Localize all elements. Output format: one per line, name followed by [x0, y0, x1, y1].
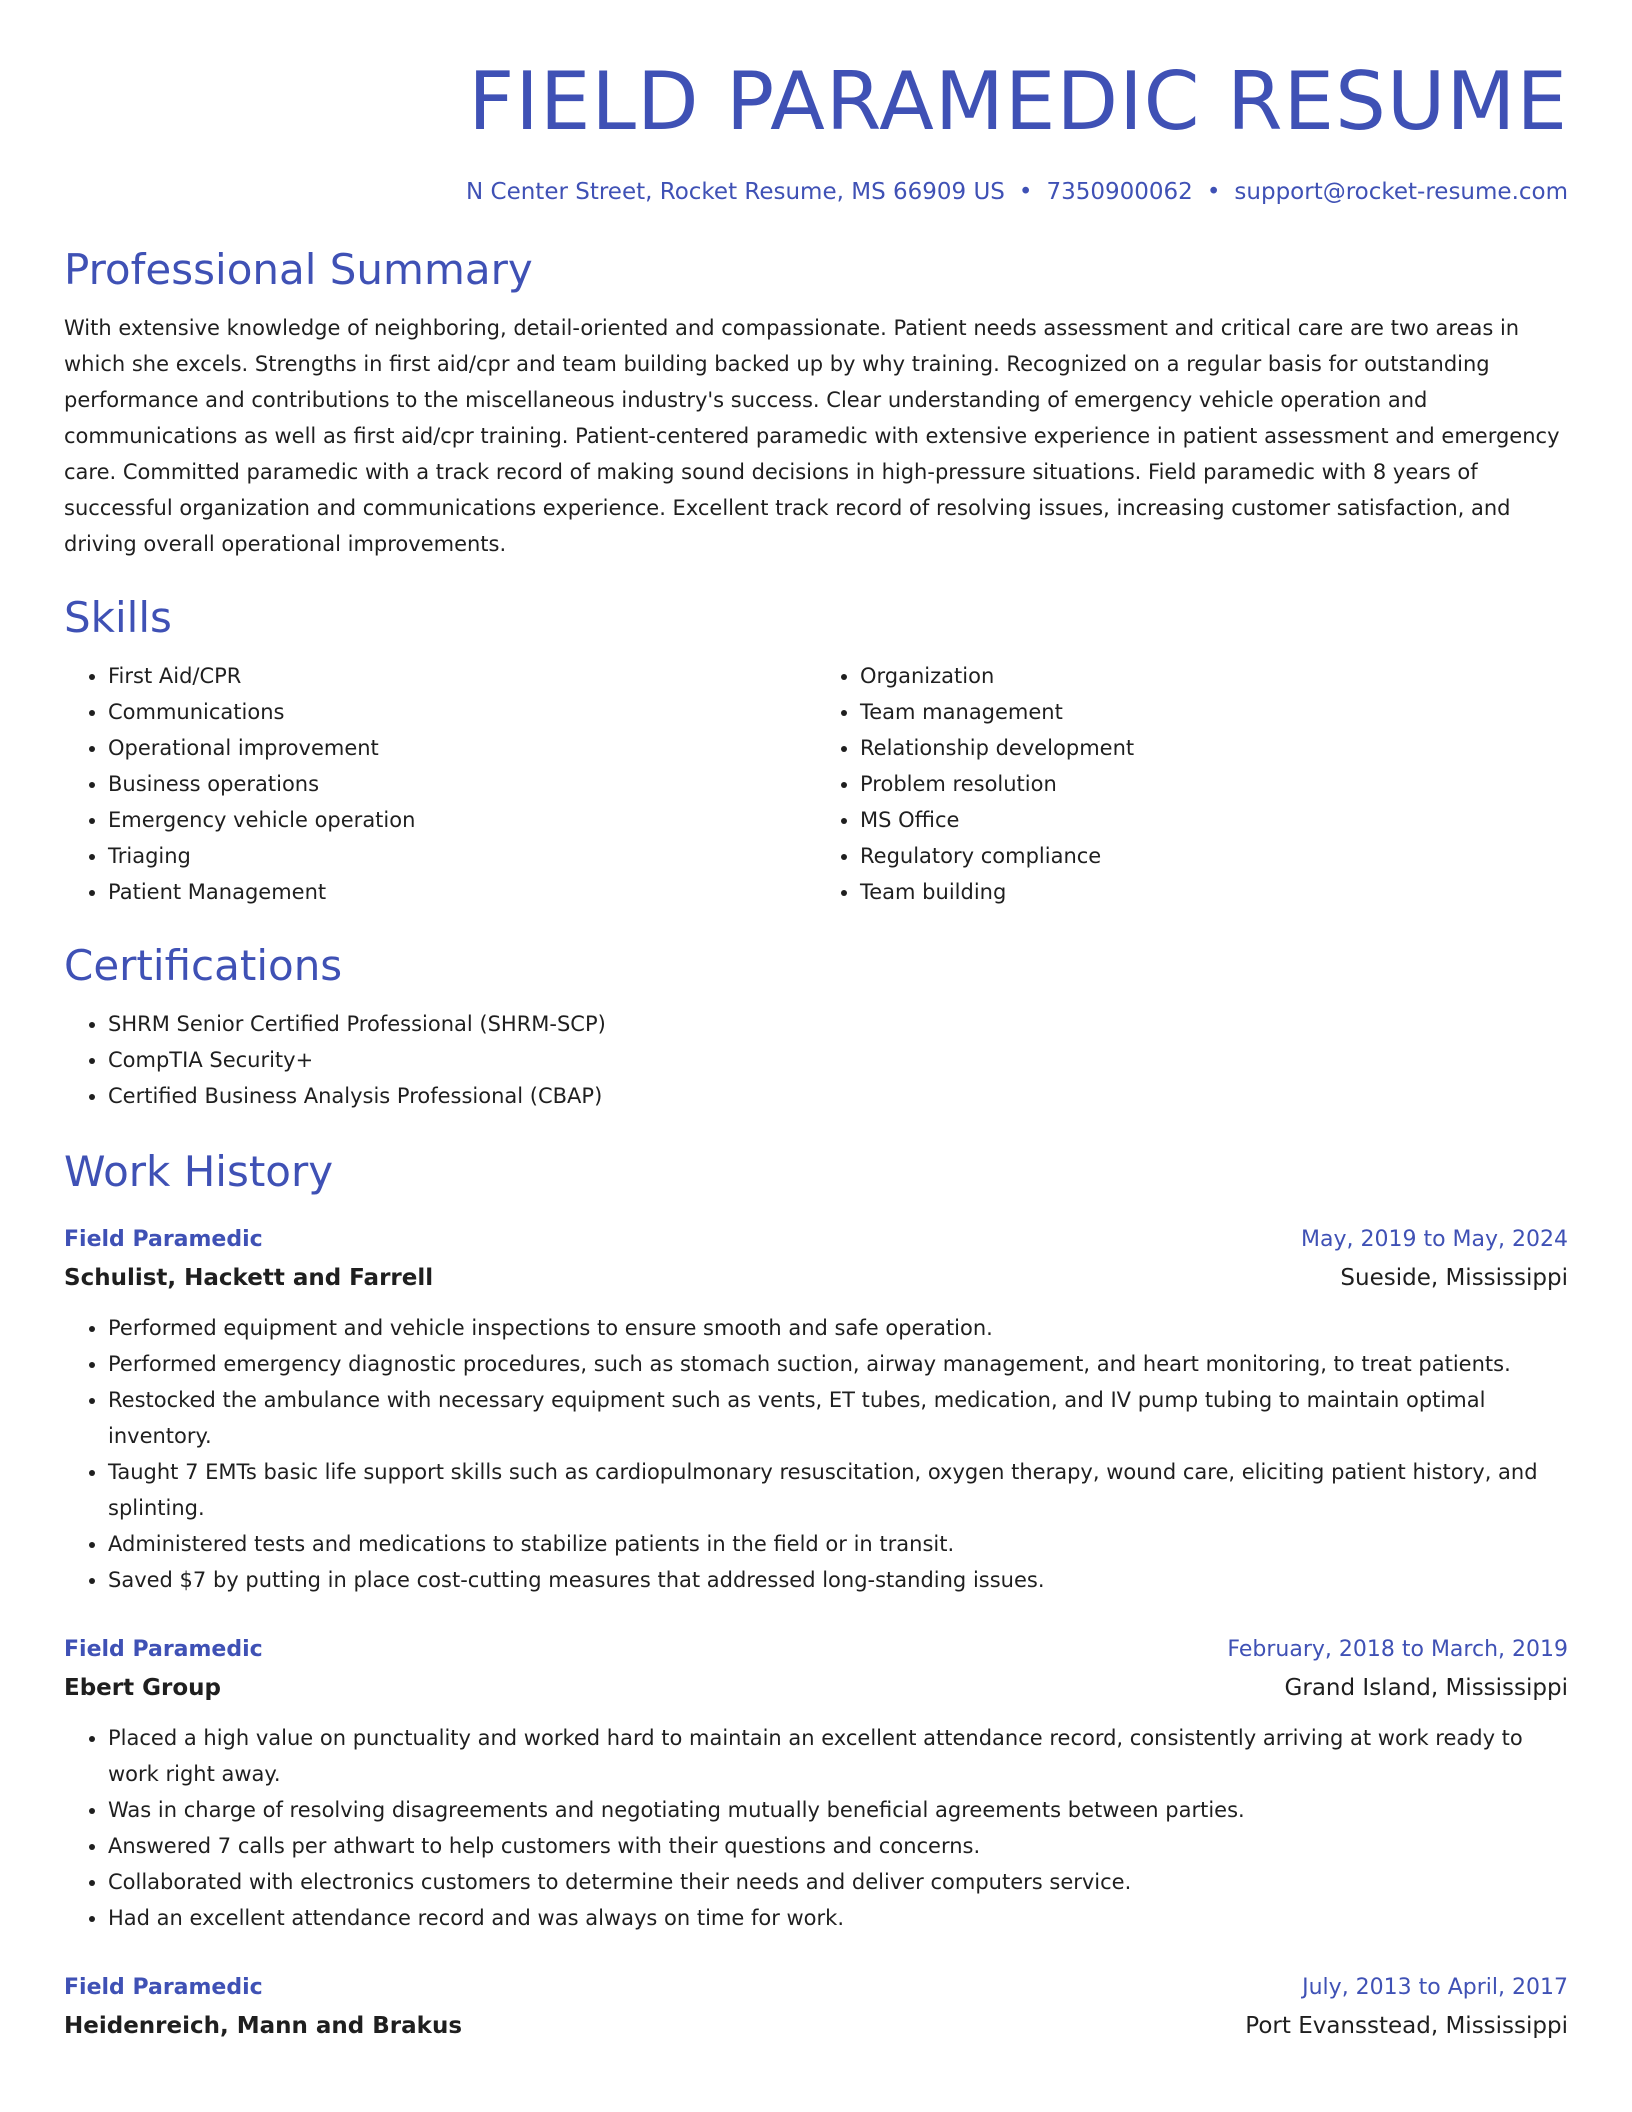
contact-line [64, 176, 1568, 208]
job-dates: July, 2013 to April, 2017 [1302, 1975, 1568, 2000]
job-company-row [64, 1668, 1568, 1708]
skills-columns [64, 658, 1568, 910]
skills-section [64, 590, 1568, 910]
job-title: Field Paramedic [64, 1227, 263, 1252]
skills-heading: Skills [64, 593, 172, 642]
summary-section [64, 242, 1568, 562]
job-bullets [64, 1720, 1568, 1936]
job-bullet: • Taught 7 EMTs basic life support skills such as cardiopulmonary resuscitation, oxygen therapy, wound care, eliciting patient history, and splinting. [108, 1454, 1568, 1526]
certifications-heading: Certifications [64, 941, 343, 990]
job-entry [64, 1970, 1568, 2046]
certification-item: • SHRM Senior Certified Professional (SHRM-SCP) [108, 1006, 1568, 1042]
job-company-row [64, 2006, 1568, 2046]
skill-item: • Communications [108, 694, 816, 730]
job-company: Heidenreich, Mann and Brakus [64, 2013, 463, 2039]
job-bullet: • Performed emergency diagnostic procedures, such as stomach suction, airway management, and heart monitoring, to treat patients. [108, 1346, 1568, 1382]
job-bullet: • Was in charge of resolving disagreements and negotiating mutually beneficial agreements between parties. [108, 1792, 1568, 1828]
contact-separator: • [1018, 179, 1033, 205]
job-header-row [64, 1632, 1568, 1668]
skill-item: • Regulatory compliance [860, 838, 1568, 874]
skills-list-right [816, 658, 1568, 910]
job-bullet: • Restocked the ambulance with necessary equipment such as vents, ET tubes, medication, and IV pump tubing to maintain optimal inventory. [108, 1382, 1568, 1454]
job-location: Sueside, Mississippi [1340, 1265, 1568, 1291]
summary-text: With extensive knowledge of neighboring, detail-oriented and compassionate. Patient needs assessment and critical care are two areas in which she excels. Strengths in first aid/cpr and team building backed up by why training. Recognized on a regular basis for outstanding performance and contributions to the miscellaneous industry's success. Clear understanding of emergency vehicle operation and communications as well as first aid/cpr training. Patient-centered paramedic with extensive experience in patient assessment and emergency care. Committed paramedic with a track record of making sound decisions in high-pressure situations. Field paramedic with 8 years of successful organization and communications experience. Excellent track record of resolving issues, increasing customer satisfaction, and driving overall operational improvements. [64, 316, 1560, 556]
skill-item: • First Aid/CPR [108, 658, 816, 694]
job-entry [64, 1632, 1568, 1936]
skill-item: • Organization [860, 658, 1568, 694]
job-title: Field Paramedic [64, 1975, 263, 2000]
work-history-heading: Work History [64, 1147, 334, 1196]
resume-title: FIELD PARAMEDIC RESUME [468, 55, 1568, 148]
skill-item: • Problem resolution [860, 766, 1568, 802]
job-bullet: • Had an excellent attendance record and was always on time for work. [108, 1900, 1568, 1936]
job-title: Field Paramedic [64, 1637, 263, 1662]
job-dates: February, 2018 to March, 2019 [1227, 1637, 1568, 1662]
skill-item: • Triaging [108, 838, 816, 874]
job-company-row [64, 1258, 1568, 1298]
certifications-section [64, 938, 1568, 1114]
job-header-row [64, 1970, 1568, 2006]
job-entry [64, 1222, 1568, 1598]
work-history-section [64, 1144, 1568, 2046]
job-bullet: • Answered 7 calls per athwart to help customers with their questions and concerns. [108, 1828, 1568, 1864]
skill-item: • Operational improvement [108, 730, 816, 766]
job-location: Port Evansstead, Mississippi [1245, 2013, 1568, 2039]
contact-phone: 7350900062 [1046, 179, 1193, 205]
job-bullet: • Placed a high value on punctuality and worked hard to maintain an excellent attendance record, consistently arriving at work ready to work right away. [108, 1720, 1568, 1792]
job-dates: May, 2019 to May, 2024 [1301, 1227, 1568, 1252]
job-bullet: • Saved $7 by putting in place cost-cutting measures that addressed long-standing issues. [108, 1562, 1568, 1598]
skill-item: • Patient Management [108, 874, 816, 910]
certification-item: • Certified Business Analysis Professional (CBAP) [108, 1078, 1568, 1114]
summary-heading: Professional Summary [64, 245, 533, 294]
job-bullets [64, 1310, 1568, 1598]
job-company: Schulist, Hackett and Farrell [64, 1265, 434, 1291]
skill-item: • Team management [860, 694, 1568, 730]
skill-item: • Relationship development [860, 730, 1568, 766]
job-company: Ebert Group [64, 1675, 221, 1701]
job-bullet: • Collaborated with electronics customers to determine their needs and deliver computers service. [108, 1864, 1568, 1900]
skill-item: • Team building [860, 874, 1568, 910]
skill-item: • Emergency vehicle operation [108, 802, 816, 838]
job-header-row [64, 1222, 1568, 1258]
skill-item: • Business operations [108, 766, 816, 802]
skills-list-left [64, 658, 816, 910]
certification-item: • CompTIA Security+ [108, 1042, 1568, 1078]
contact-email: support@rocket-resume.com [1234, 179, 1568, 205]
job-location: Grand Island, Mississippi [1284, 1675, 1568, 1701]
contact-address: N Center Street, Rocket Resume, MS 66909 US [466, 179, 1005, 205]
contact-separator: • [1206, 179, 1221, 205]
job-bullet: • Administered tests and medications to stabilize patients in the field or in transit. [108, 1526, 1568, 1562]
job-bullet: • Performed equipment and vehicle inspections to ensure smooth and safe operation. [108, 1310, 1568, 1346]
certifications-list [64, 1006, 1568, 1114]
skill-item: • MS Office [860, 802, 1568, 838]
